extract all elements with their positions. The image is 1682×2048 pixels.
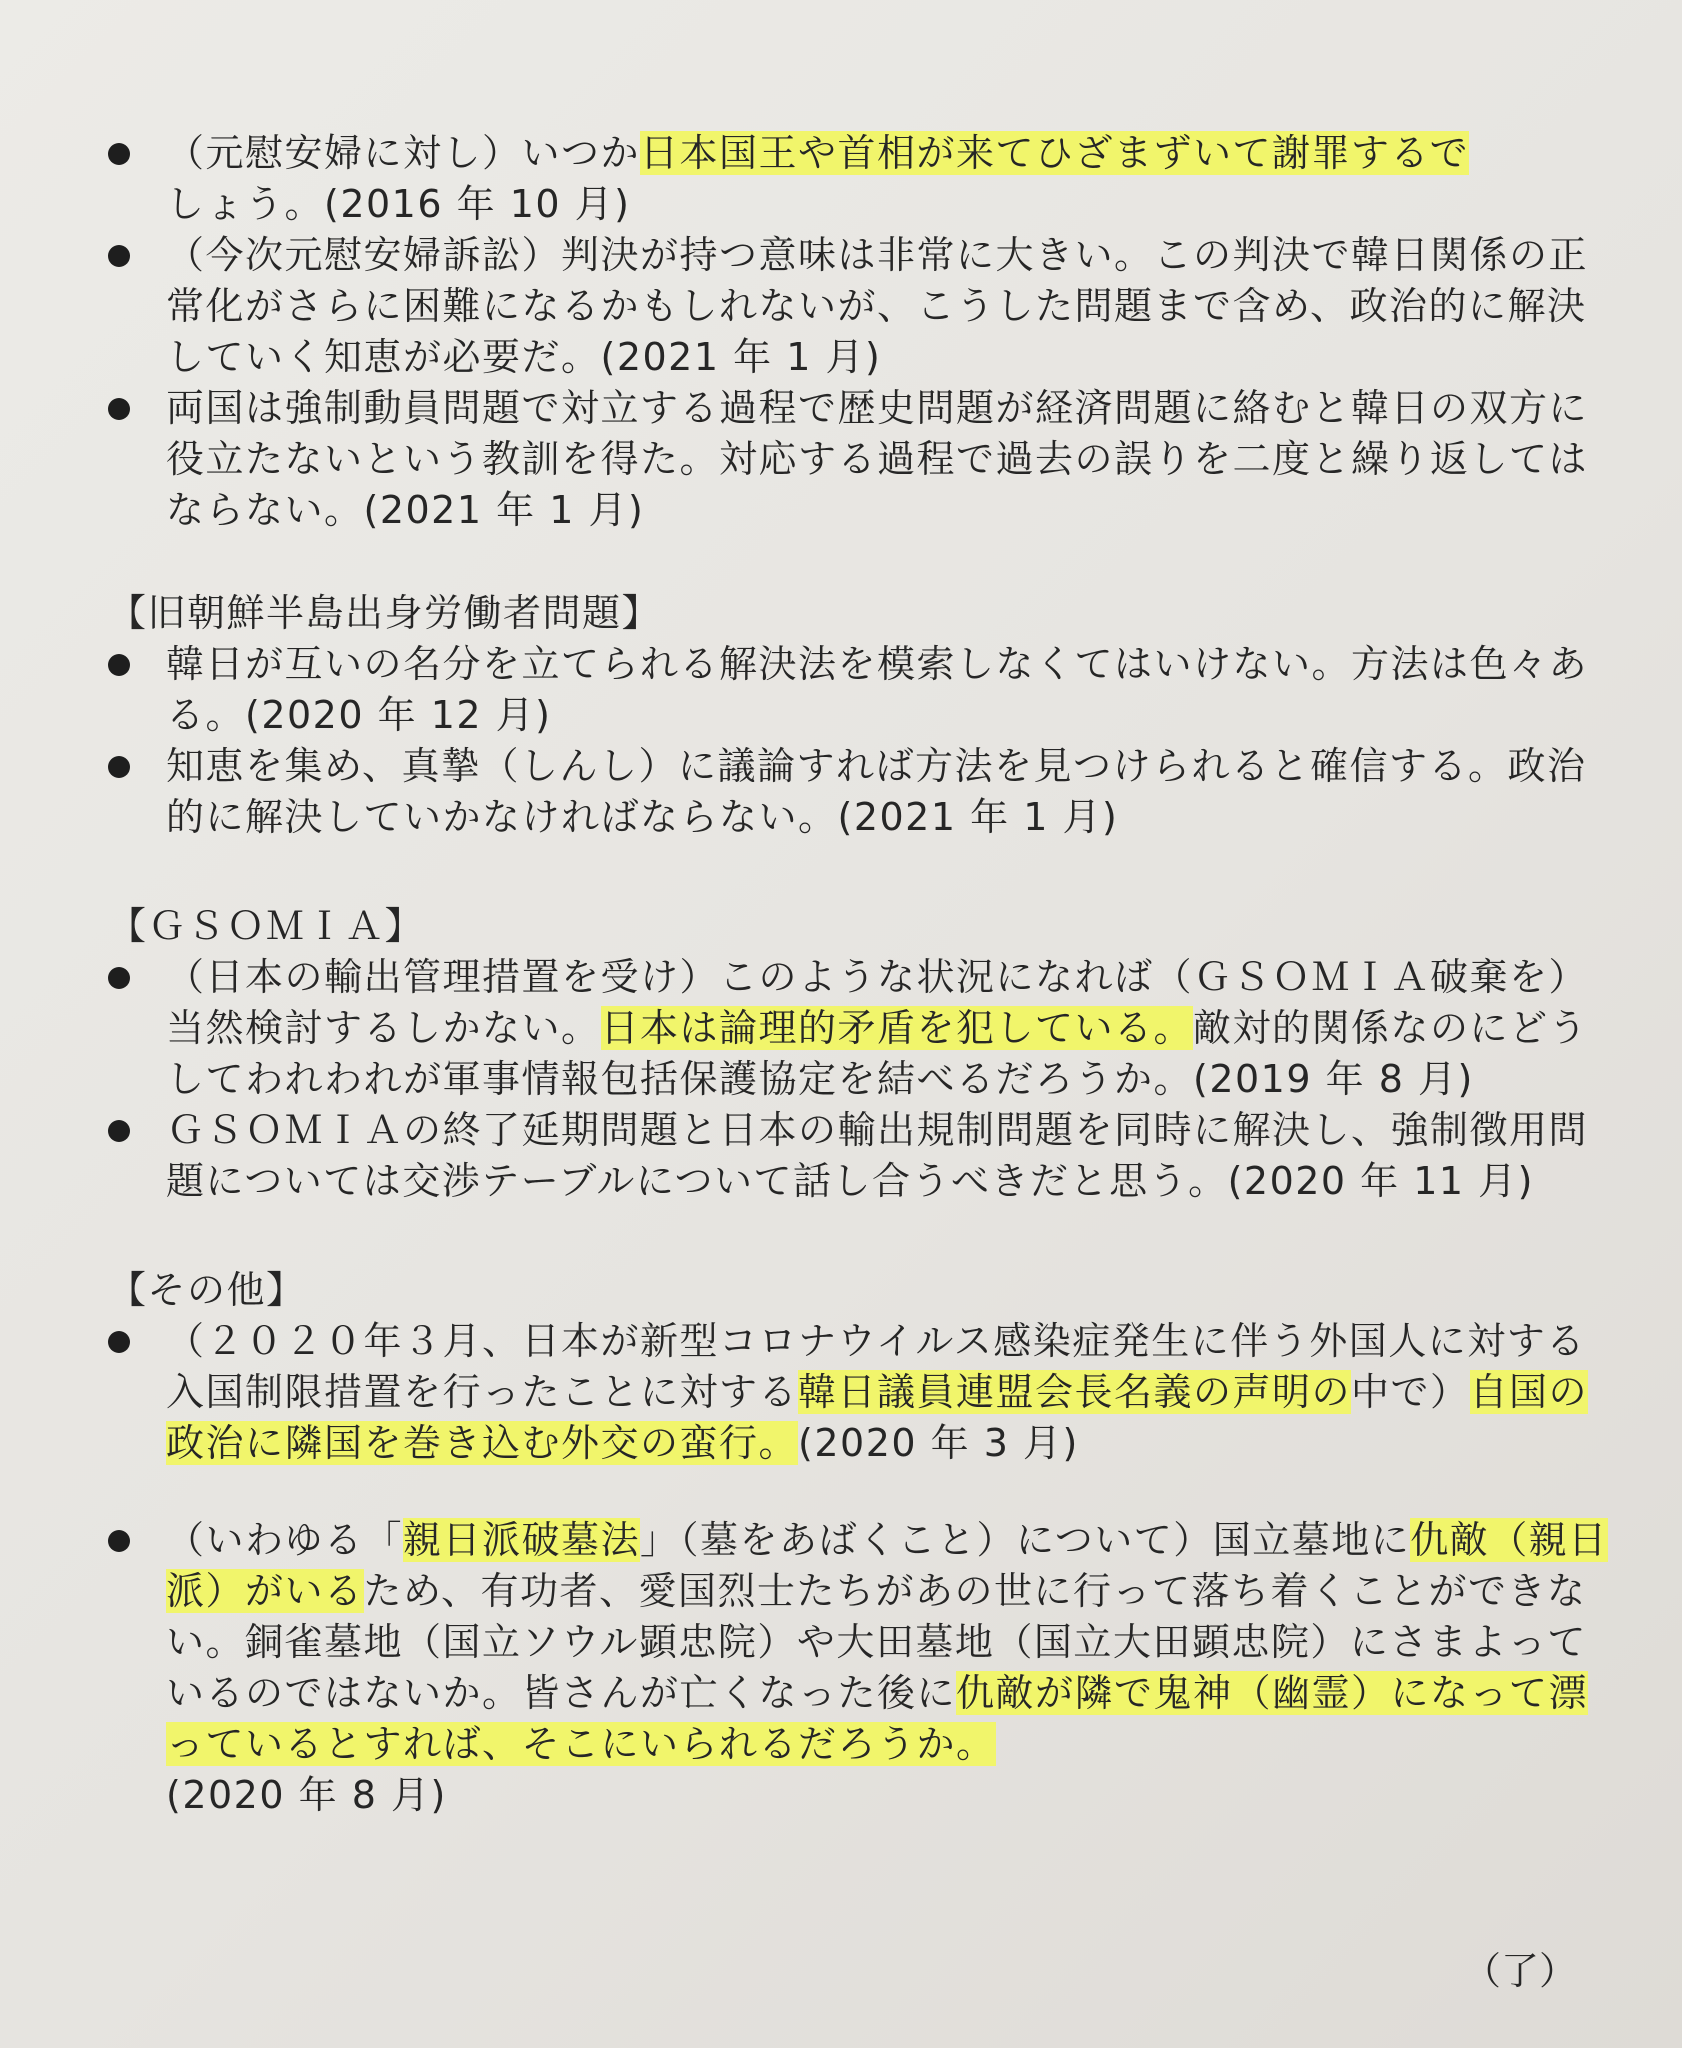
- bullet-icon: [108, 967, 130, 989]
- text-segment: (2020 年 8 月): [166, 1773, 447, 1817]
- text-segment: (2020 年 3 月): [798, 1421, 1079, 1465]
- bullet-icon: [108, 1120, 130, 1142]
- section-heading: 【その他】: [108, 1268, 306, 1312]
- bullet-icon: [108, 756, 130, 778]
- text-segment: 韓日が互いの名分を立てられる解決法を模索しなくてはいけない。方法は色々ある。(2020 年 12 月): [166, 642, 1589, 737]
- highlighted-text: 仇敵が隣で鬼神（幽霊）になって漂っているとすれば、そこにいられるだろうか。: [166, 1671, 1589, 1766]
- highlighted-text: 親日派破墓法: [403, 1518, 641, 1562]
- text-segment: 敵対的関係なのにどうしてわれわれが軍事情報包括保護協定を結べるだろうか。(2019 年 8 月): [166, 1006, 1589, 1101]
- section-heading: 【旧朝鮮半島出身労働者問題】: [108, 591, 662, 635]
- text-segment: 知恵を集め、真摯（しんし）に議論すれば方法を見つけられると確信する。政治的に解決していかなければならない。(2021 年 1 月): [166, 744, 1587, 839]
- text-segment: 中で）: [1351, 1370, 1470, 1414]
- bullet-icon: [108, 654, 130, 676]
- text-segment: （元慰安婦に対し）いつか: [166, 131, 641, 175]
- end-mark: （了）: [1462, 1949, 1577, 1993]
- list-item: [108, 741, 1608, 843]
- text-segment: しょう。(2016 年 10 月): [166, 182, 631, 226]
- text-segment: （２０２０年３月、日本が新型コロナウイルス感染症発生に伴う外国人に対する入国制限措置を行ったことに対する: [166, 1319, 1586, 1414]
- text-segment: 両国は強制動員問題で対立する過程で歴史問題が経済問題に絡むと韓日の双方に役立たないという教訓を得た。対応する過程で過去の誤りを二度と繰り返してはならない。(2021 年 1 月): [166, 386, 1589, 532]
- highlighted-text: 日本は論理的矛盾を犯している。: [600, 1006, 1194, 1050]
- text-segment: 」（墓をあばくこと）について）国立墓地に: [640, 1518, 1411, 1562]
- text-segment: （いわゆる「: [166, 1518, 404, 1562]
- list-item: [108, 128, 1608, 230]
- list-item: [108, 1105, 1608, 1207]
- list-item: [108, 383, 1608, 536]
- highlighted-text: 韓日議員連盟会長名義の声明の: [798, 1370, 1352, 1414]
- list-item: [108, 952, 1608, 1105]
- section-heading: 【ＧＳＯＭＩＡ】: [108, 904, 425, 948]
- bullet-icon: [108, 1530, 130, 1552]
- highlighted-text: 自国の政治に隣国を巻き込む外交の蛮行。: [166, 1370, 1589, 1465]
- list-item: [108, 1515, 1608, 1821]
- bullet-icon: [108, 1331, 130, 1353]
- bullet-icon: [108, 398, 130, 420]
- list-item: [108, 1316, 1608, 1469]
- bullet-icon: [108, 245, 130, 267]
- highlighted-text: 日本国王や首相が来てひざまずいて謝罪するで: [640, 131, 1470, 175]
- highlighted-text: 仇敵（親日派）がいる: [166, 1518, 1608, 1613]
- document-body: [108, 128, 1608, 1821]
- text-segment: （今次元慰安婦訴訟）判決が持つ意味は非常に大きい。この判決で韓日関係の正常化がさらに困難になるかもしれないが、こうした問題まで含め、政治的に解決していく知恵が必要だ。(2021 年 1 月): [166, 233, 1589, 379]
- text-segment: ＧＳＯＭＩＡの終了延期問題と日本の輸出規制問題を同時に解決し、強制徴用問題については交渉テーブルについて話し合うべきだと思う。(2020 年 11 月): [166, 1108, 1589, 1203]
- list-item: [108, 230, 1608, 383]
- bullet-icon: [108, 143, 130, 165]
- text-segment: （日本の輸出管理措置を受け）このような状況になれば（ＧＳＯＭＩＡ破棄を）当然検討するしかない。: [166, 955, 1589, 1050]
- list-item: [108, 639, 1608, 741]
- text-segment: ため、有功者、愛国烈士たちがあの世に行って落ち着くことができない。銅雀墓地（国立ソウル顕忠院）や大田墓地（国立大田顕忠院）にさまよっているのではないか。皆さんが亡くなった後に: [166, 1569, 1587, 1715]
